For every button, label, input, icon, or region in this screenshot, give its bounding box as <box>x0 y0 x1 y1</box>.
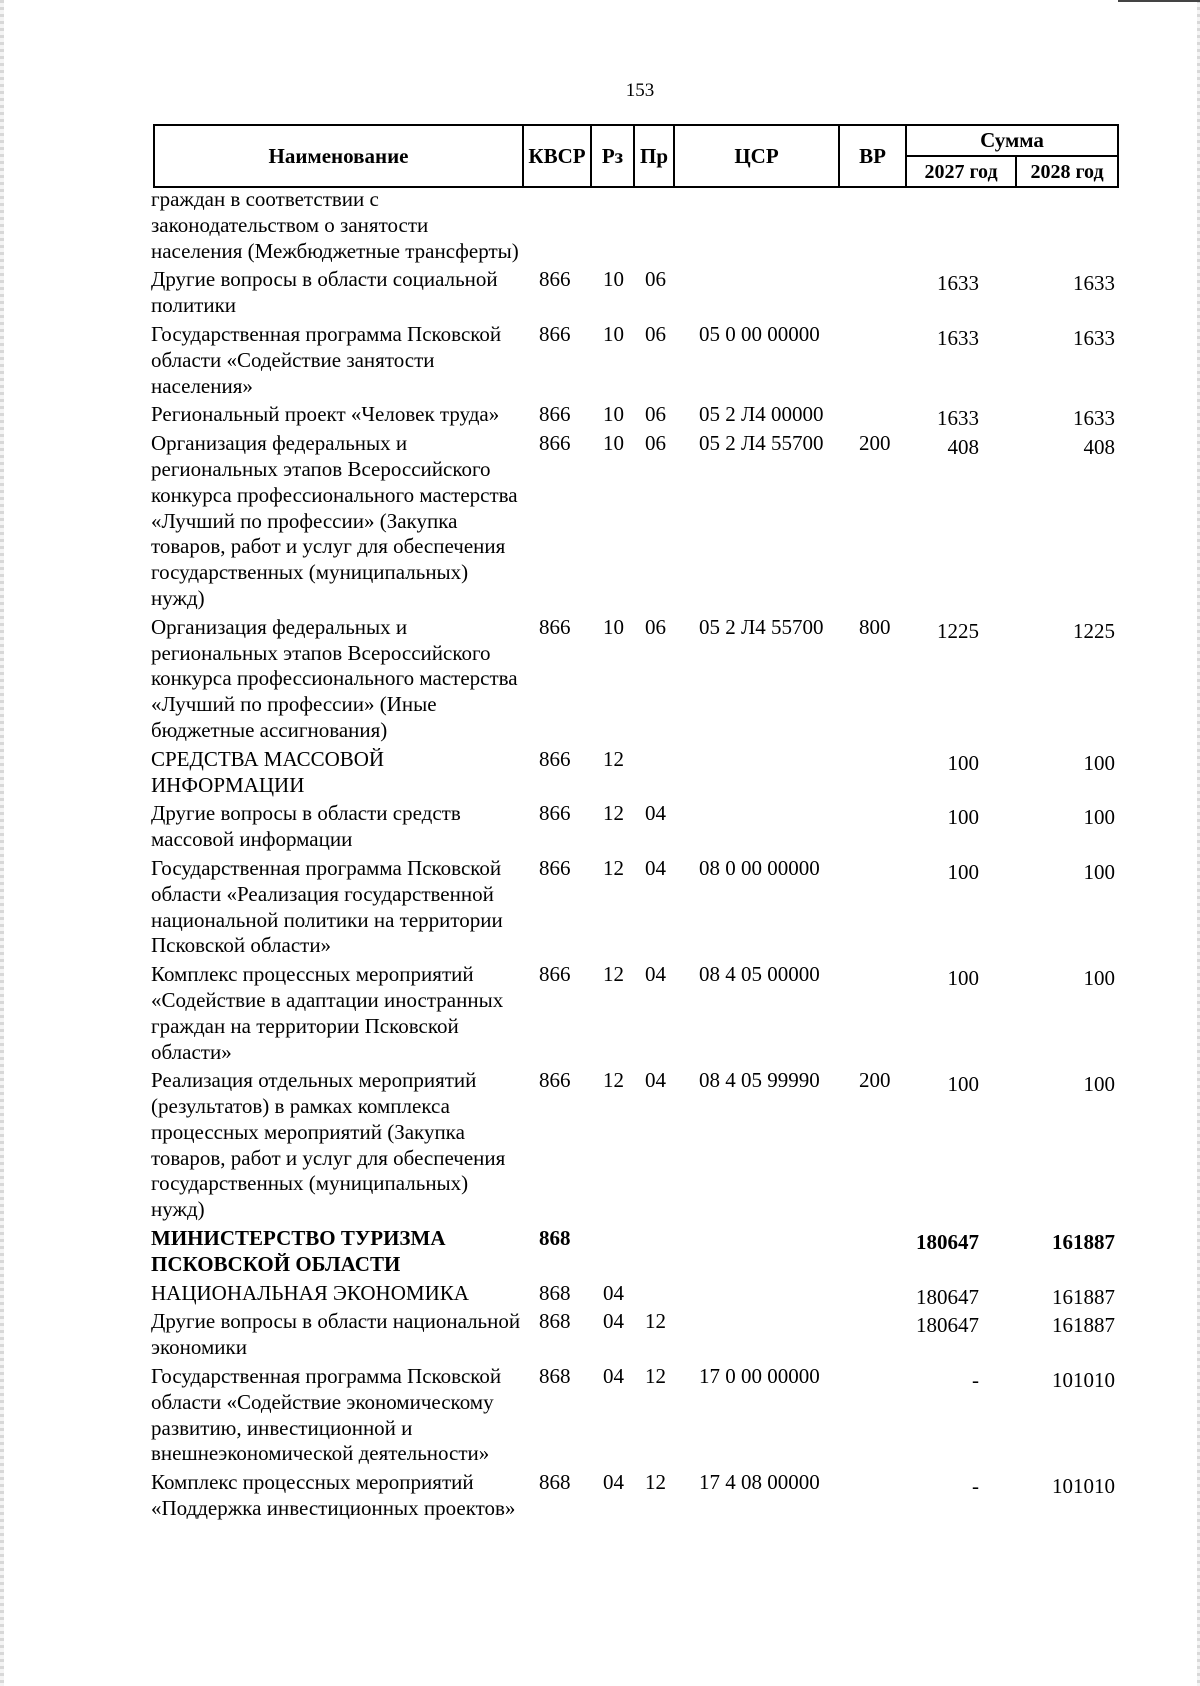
row-name: Организация федеральных и региональных этапов Всероссийского конкурса профессионального мастерства «Лучший по профессии» (Иные бюджетные ассигнования) <box>151 614 518 742</box>
row-y2028: 100 <box>1083 805 1115 830</box>
row-rz: 12 <box>603 746 624 771</box>
row-y2028: 161887 <box>1052 1313 1115 1338</box>
row-y2027: - <box>972 1368 979 1393</box>
row-y2028: 1633 <box>1073 271 1115 296</box>
table-row <box>151 1281 1121 1307</box>
row-kvsr: 866 <box>539 321 571 346</box>
row-rz: 12 <box>603 962 624 987</box>
row-rz: 12 <box>603 1068 624 1093</box>
row-y2027: 180647 <box>916 1230 979 1255</box>
row-kvsr: 866 <box>539 431 571 456</box>
table-row <box>151 801 1121 853</box>
row-rz: 04 <box>603 1280 624 1305</box>
row-csr: 05 2 Л4 00000 <box>699 402 824 427</box>
row-y2027: 100 <box>947 750 979 775</box>
row-name: НАЦИОНАЛЬНАЯ ЭКОНОМИКА <box>151 1280 469 1305</box>
table-row <box>151 1068 1121 1223</box>
row-kvsr: 866 <box>539 855 571 880</box>
row-name: Комплекс процессных мероприятий «Содействие в адаптации иностранных граждан на территории Псковской области» <box>151 962 504 1064</box>
row-kvsr: 866 <box>539 267 571 292</box>
row-y2028: 100 <box>1083 966 1115 991</box>
row-y2027: 1633 <box>937 406 979 431</box>
row-kvsr: 868 <box>539 1364 571 1389</box>
row-rz: 04 <box>603 1309 624 1334</box>
row-pr: 06 <box>645 614 666 639</box>
row-name: Другие вопросы в области социальной политики <box>151 267 498 318</box>
header-rz: Рз <box>592 126 635 186</box>
row-y2027: - <box>972 1474 979 1499</box>
row-y2027: 100 <box>947 1072 979 1097</box>
row-csr: 08 4 05 99990 <box>699 1068 820 1093</box>
row-csr: 05 2 Л4 55700 <box>699 614 824 639</box>
row-rz: 04 <box>603 1364 624 1389</box>
top-rule <box>1118 0 1200 2</box>
table-row <box>151 1309 1121 1361</box>
row-y2028: 1225 <box>1073 618 1115 643</box>
row-y2028: 1633 <box>1073 406 1115 431</box>
row-pr: 06 <box>645 402 666 427</box>
row-y2027: 100 <box>947 805 979 830</box>
row-y2027: 1225 <box>937 618 979 643</box>
row-y2028: 408 <box>1083 435 1115 460</box>
table-header <box>153 124 1119 188</box>
table-row <box>151 747 1121 799</box>
header-year-2028: 2028 год <box>1030 161 1104 183</box>
row-name: Комплекс процессных мероприятий «Поддержка инвестиционных проектов» <box>151 1470 516 1521</box>
header-pr: Пр <box>635 126 675 186</box>
table-row <box>151 962 1121 1065</box>
row-kvsr: 868 <box>539 1309 571 1334</box>
row-y2027: 180647 <box>916 1313 979 1338</box>
row-vr: 200 <box>859 431 891 456</box>
row-rz: 10 <box>603 267 624 292</box>
row-csr: 08 4 05 00000 <box>699 962 820 987</box>
row-y2027: 100 <box>947 966 979 991</box>
header-sum: Сумма <box>907 126 1117 157</box>
row-pr: 12 <box>645 1470 666 1495</box>
row-pr: 04 <box>645 801 666 826</box>
table-row <box>151 431 1121 612</box>
table-row <box>151 402 1121 431</box>
row-csr: 05 0 00 00000 <box>699 321 820 346</box>
table-row <box>151 615 1121 744</box>
row-rz: 10 <box>603 402 624 427</box>
row-kvsr: 866 <box>539 1068 571 1093</box>
row-pr: 04 <box>645 1068 666 1093</box>
row-name: Государственная программа Псковской области «Содействие занятости населения» <box>151 321 502 398</box>
row-y2028: 100 <box>1083 1072 1115 1097</box>
row-y2028: 1633 <box>1073 325 1115 350</box>
table-row <box>151 1470 1121 1522</box>
row-pr: 12 <box>645 1309 666 1334</box>
row-rz: 10 <box>603 614 624 639</box>
row-rz: 10 <box>603 431 624 456</box>
row-y2028: 101010 <box>1052 1474 1115 1499</box>
row-csr: 17 0 00 00000 <box>699 1364 820 1389</box>
row-name: граждан в соответствии с законодательством о занятости населения (Межбюджетные трансферты) <box>151 187 519 263</box>
row-name: Государственная программа Псковской области «Содействие экономическому развитию, инвестиционной и внешнеэкономической деятельности» <box>151 1364 502 1466</box>
row-vr: 800 <box>859 614 891 639</box>
row-rz: 04 <box>603 1470 624 1495</box>
header-vr: ВР <box>840 126 907 186</box>
row-y2027: 1633 <box>937 271 979 296</box>
row-rz: 12 <box>603 855 624 880</box>
row-kvsr: 868 <box>539 1280 571 1305</box>
row-rz: 12 <box>603 801 624 826</box>
table-row <box>151 856 1121 959</box>
table-row <box>151 187 1121 264</box>
row-name: Другие вопросы в области национальной экономики <box>151 1309 521 1360</box>
row-kvsr: 866 <box>539 801 571 826</box>
header-year-2027: 2027 год <box>907 157 1017 188</box>
row-name: Региональный проект «Человек труда» <box>151 402 500 427</box>
row-pr: 12 <box>645 1364 666 1389</box>
row-csr: 17 4 08 00000 <box>699 1470 820 1495</box>
row-kvsr: 868 <box>539 1470 571 1495</box>
table-row <box>151 1226 1121 1278</box>
row-y2028: 161887 <box>1052 1230 1115 1255</box>
row-pr: 06 <box>645 267 666 292</box>
page-number: 153 <box>625 80 655 101</box>
table-row <box>151 322 1121 399</box>
row-name: Реализация отдельных мероприятий (результатов) в рамках комплекса процессных мероприятий (Закупка товаров, работ и услуг для обеспечения государственных (муниципальных) нужд) <box>151 1068 506 1222</box>
row-y2027: 408 <box>947 435 979 460</box>
row-csr: 08 0 00 00000 <box>699 855 820 880</box>
row-kvsr: 866 <box>539 746 571 771</box>
table-row <box>151 267 1121 319</box>
row-y2027: 100 <box>947 859 979 884</box>
row-csr: 05 2 Л4 55700 <box>699 431 824 456</box>
row-name: Государственная программа Псковской области «Реализация государственной национальной политики на территории Псковской области» <box>151 855 503 958</box>
header-csr: ЦСР <box>675 126 840 186</box>
table-row <box>151 1364 1121 1467</box>
row-y2028: 161887 <box>1052 1284 1115 1309</box>
row-pr: 04 <box>645 855 666 880</box>
row-kvsr: 868 <box>539 1226 571 1251</box>
row-y2028: 100 <box>1083 750 1115 775</box>
row-kvsr: 866 <box>539 402 571 427</box>
header-sum-group <box>907 126 1117 186</box>
row-kvsr: 866 <box>539 962 571 987</box>
row-y2028: 101010 <box>1052 1368 1115 1393</box>
row-y2027: 1633 <box>937 325 979 350</box>
row-rz: 10 <box>603 321 624 346</box>
header-kvsr: КВСР <box>524 126 592 186</box>
row-pr: 06 <box>645 431 666 456</box>
row-name: СРЕДСТВА МАССОВОЙ ИНФОРМАЦИИ <box>151 746 385 797</box>
table-body <box>151 187 1121 1522</box>
row-name: Другие вопросы в области средств массовой информации <box>151 801 461 852</box>
row-pr: 06 <box>645 321 666 346</box>
header-name: Наименование <box>155 126 524 186</box>
row-pr: 04 <box>645 962 666 987</box>
scan-edge-left <box>0 0 4 1686</box>
row-y2028: 100 <box>1083 859 1115 884</box>
row-name: МИНИСТЕРСТВО ТУРИЗМА ПСКОВСКОЙ ОБЛАСТИ <box>151 1226 446 1276</box>
row-y2027: 180647 <box>916 1284 979 1309</box>
row-vr: 200 <box>859 1068 891 1093</box>
row-kvsr: 866 <box>539 614 571 639</box>
row-name: Организация федеральных и региональных этапов Всероссийского конкурса профессионального мастерства «Лучший по профессии» (Закупка товаров, работ и услуг для обеспечения государственных (муниципальных) нужд) <box>151 431 518 610</box>
